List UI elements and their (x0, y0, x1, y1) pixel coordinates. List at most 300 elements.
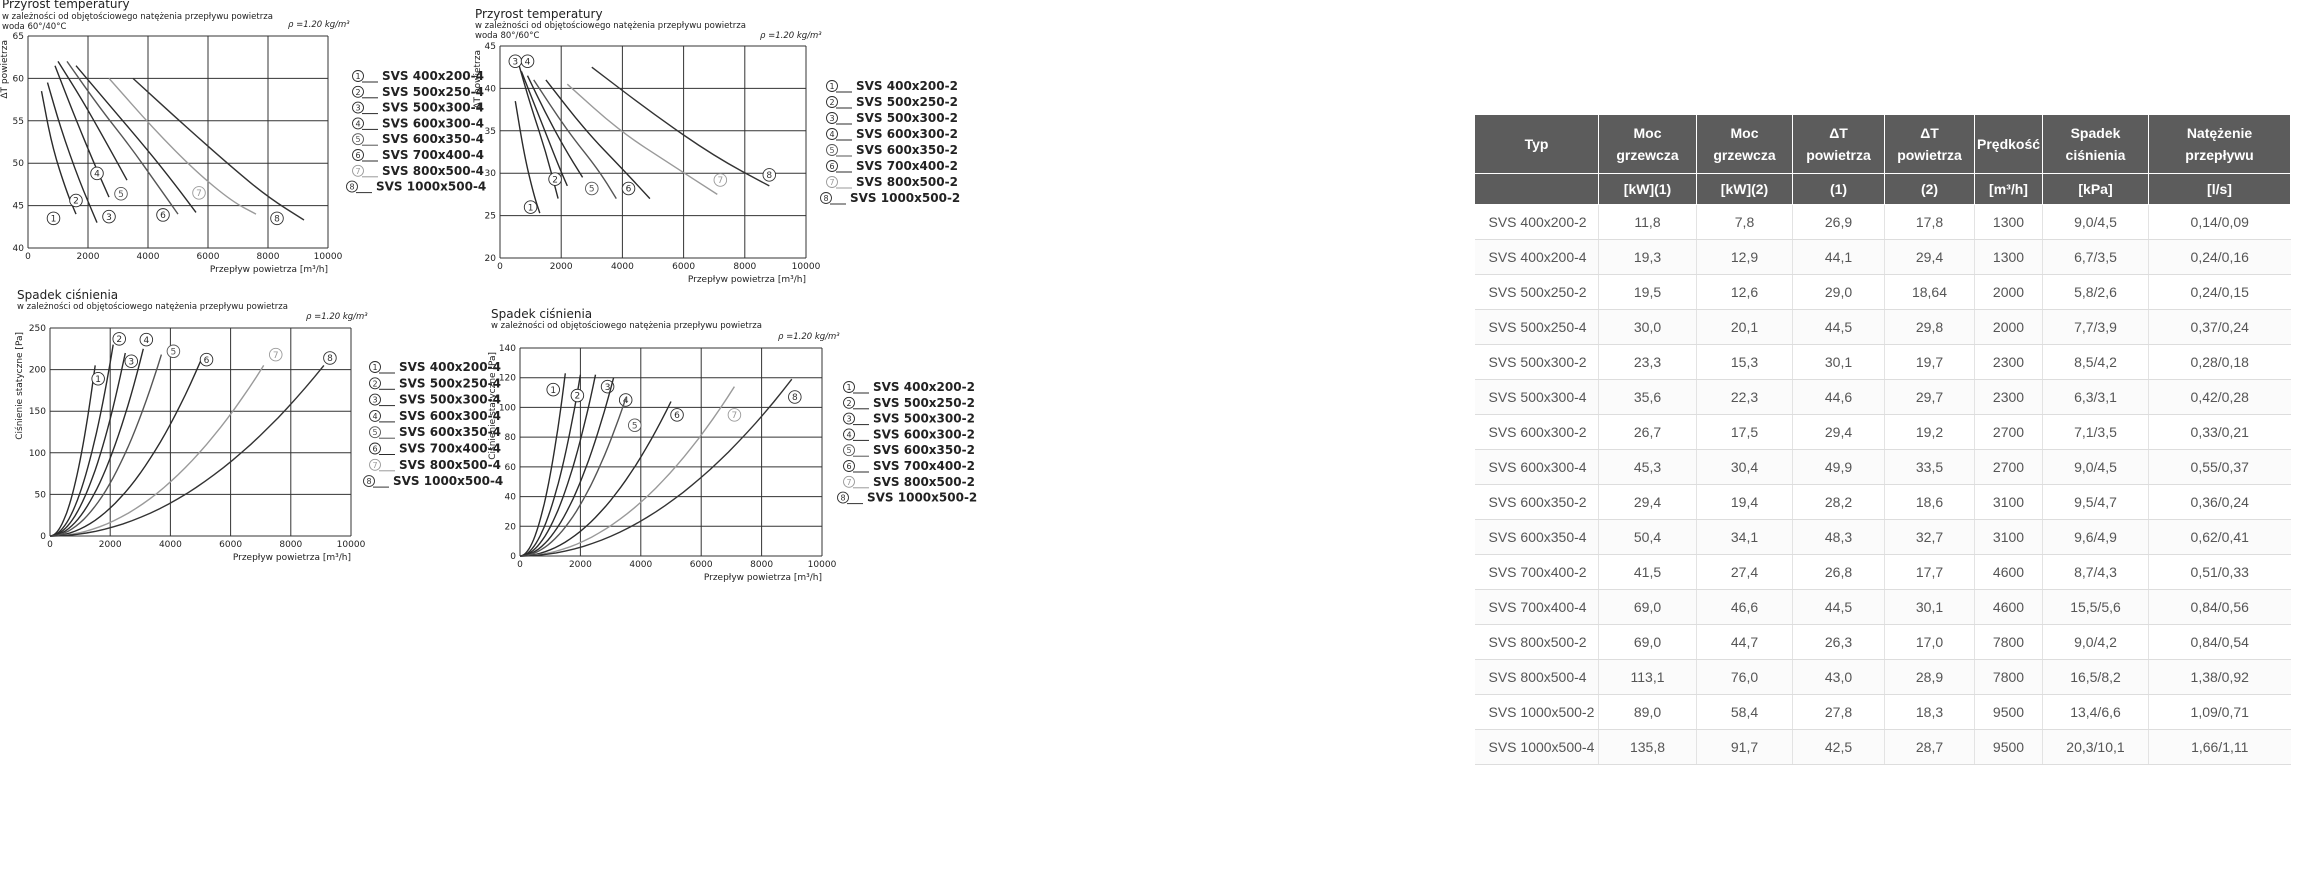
chart-title: Spadek ciśnienia (17, 288, 119, 302)
legend-marker-label: 3 (372, 395, 378, 405)
legend-marker-label: 5 (372, 428, 378, 438)
chart-subtitle: w zależności od objętościowego natężenia przepływu powietrza (17, 302, 288, 312)
series-marker-label: 1 (550, 385, 557, 396)
table-cell: 91,7 (1697, 730, 1793, 765)
table-cell: 0,37/0,24 (2149, 310, 2291, 345)
y-tick-label: 60 (12, 74, 24, 85)
legend-marker-label: 7 (355, 166, 361, 176)
table-cell: 0,84/0,56 (2149, 590, 2291, 625)
chart-subtitle: w zależności od objętościowego natężenia przepływu powietrza (475, 21, 746, 31)
y-tick-label: 100 (498, 403, 516, 414)
chart-p2 (473, 7, 960, 285)
table-cell: 2000 (1975, 275, 2043, 310)
table-row (1475, 590, 2291, 625)
table-cell: SVS 500x250-2 (1475, 275, 1599, 310)
table-cell: SVS 500x300-4 (1475, 380, 1599, 415)
table-cell: 4600 (1975, 590, 2043, 625)
legend-marker-label: 3 (846, 414, 852, 424)
series-line-8 (133, 78, 304, 220)
table-cell: 28,9 (1885, 660, 1975, 695)
chart-p1 (0, 0, 486, 275)
table-header-cell: Moc grzewcza (1697, 115, 1793, 174)
table-cell: 13,4/6,6 (2043, 695, 2149, 730)
x-tick-label: 8000 (733, 262, 757, 272)
x-axis-label: Przepływ powietrza [m³/h] (209, 265, 328, 275)
table-unit-cell: [kW](2) (1697, 174, 1793, 205)
legend-marker-label: 3 (355, 103, 361, 113)
legend-label: SVS 800x500-4 (382, 163, 484, 178)
x-tick-label: 6000 (689, 560, 713, 570)
series-marker-label: 6 (674, 411, 680, 422)
table-cell: 0,55/0,37 (2149, 450, 2291, 485)
table-cell: 9500 (1975, 695, 2043, 730)
table-cell: 44,7 (1697, 625, 1793, 660)
table-cell: 34,1 (1697, 520, 1793, 555)
table-header-row (1475, 115, 2291, 174)
series-marker-label: 5 (631, 421, 638, 432)
table-unit-cell: [kW](1) (1599, 174, 1697, 205)
series-marker-label: 2 (552, 175, 558, 186)
table-header-cell: Spadek ciśnienia (2043, 115, 2149, 174)
table-cell: 3100 (1975, 485, 2043, 520)
series-marker-label: 7 (731, 411, 738, 422)
legend-marker-label: 4 (829, 130, 835, 139)
y-tick-label: 20 (484, 254, 496, 264)
series-marker-label: 2 (73, 196, 79, 207)
table-cell: 22,3 (1697, 380, 1793, 415)
table-cell: 0,62/0,41 (2149, 520, 2291, 555)
x-tick-label: 10000 (313, 252, 343, 262)
legend-marker-label: 8 (840, 493, 846, 503)
legend-label: SVS 500x250-4 (382, 84, 484, 99)
legend-label: SVS 500x300-4 (382, 100, 484, 115)
table-cell: 19,3 (1599, 240, 1697, 275)
x-tick-label: 8000 (256, 252, 280, 262)
legend-marker-label: 8 (823, 194, 829, 203)
x-tick-label: 2000 (549, 262, 573, 272)
table-cell: 0,28/0,18 (2149, 345, 2291, 380)
table-cell: SVS 1000x500-4 (1475, 730, 1599, 765)
table-cell: 9,0/4,2 (2043, 625, 2149, 660)
table-cell: 26,3 (1793, 625, 1885, 660)
table-cell: 27,4 (1697, 555, 1793, 590)
x-tick-label: 0 (497, 262, 503, 272)
x-tick-label: 0 (25, 252, 31, 262)
table-cell: 0,24/0,15 (2149, 275, 2291, 310)
table-cell: 2000 (1975, 310, 2043, 345)
table-header (1475, 115, 2291, 205)
chart-subtitle: w zależności od objętościowego natężenia przepływu powietrza (2, 12, 273, 22)
y-axis-label: ΔT powietrza (0, 40, 10, 99)
y-tick-label: 30 (484, 169, 496, 180)
table-cell: 8,5/4,2 (2043, 345, 2149, 380)
series-marker-label: 6 (625, 184, 632, 195)
series-marker-label: 1 (95, 374, 102, 385)
table-cell: SVS 1000x500-2 (1475, 695, 1599, 730)
table-cell: 26,7 (1599, 415, 1697, 450)
y-tick-label: 40 (504, 492, 516, 503)
table-header-cell: Typ (1475, 115, 1599, 174)
legend-marker-label: 1 (372, 363, 378, 372)
table-header-units-row (1475, 174, 2291, 205)
x-tick-label: 10000 (336, 540, 366, 550)
legend-marker-label: 1 (846, 383, 852, 392)
table-cell: 1,38/0,92 (2149, 660, 2291, 695)
legend-label: SVS 600x350-4 (382, 132, 484, 147)
table-cell: 15,3 (1697, 345, 1793, 380)
y-axis-label: Ciśnienie statyczne [Pa] (488, 352, 498, 460)
series-marker-label: 1 (527, 203, 534, 214)
table-cell: 6,3/3,1 (2043, 380, 2149, 415)
legend-label: SVS 400x200-4 (382, 69, 484, 83)
x-axis-label: Przepływ powietrza [m³/h] (232, 553, 351, 563)
table-unit-cell (1475, 174, 1599, 205)
table-cell: 0,14/0,09 (2149, 205, 2291, 240)
table-cell: 19,2 (1885, 415, 1975, 450)
legend-marker-label: 3 (829, 114, 835, 123)
legend-marker-label: 4 (372, 411, 378, 421)
table-cell: 30,0 (1599, 310, 1697, 345)
legend-marker-label: 8 (349, 182, 355, 192)
legend-marker-label: 2 (846, 398, 852, 408)
y-tick-label: 45 (12, 201, 24, 212)
series-line-6 (520, 402, 671, 557)
table-cell: 29,4 (1599, 485, 1697, 520)
y-tick-label: 140 (498, 344, 516, 354)
table-cell: 44,6 (1793, 380, 1885, 415)
table-cell: 113,1 (1599, 660, 1697, 695)
series-line-6 (76, 66, 196, 213)
legend-label: SVS 1000x500-2 (850, 191, 961, 205)
table-unit-cell: [l/s] (2149, 174, 2291, 205)
table-cell: 7800 (1975, 660, 2043, 695)
series-marker-label: 2 (116, 335, 123, 346)
table-cell: SVS 500x250-4 (1475, 310, 1599, 345)
table-cell: SVS 600x300-2 (1475, 415, 1599, 450)
series-marker-label: 6 (160, 211, 166, 222)
table-cell: 45,3 (1599, 450, 1697, 485)
table-cell: SVS 400x200-2 (1475, 205, 1599, 240)
series-line-3 (50, 353, 125, 536)
y-tick-label: 50 (12, 159, 24, 170)
y-tick-label: 40 (12, 244, 24, 254)
legend-label: SVS 500x250-2 (856, 95, 958, 109)
table-cell: 9500 (1975, 730, 2043, 765)
table-cell: 30,4 (1697, 450, 1793, 485)
series-line-8 (592, 67, 773, 186)
table-row (1475, 240, 2291, 275)
table-cell: 7,8 (1697, 205, 1793, 240)
table-cell: 2700 (1975, 450, 2043, 485)
table-cell: 9,0/4,5 (2043, 450, 2149, 485)
x-tick-label: 2000 (568, 560, 592, 570)
series-marker-label: 8 (791, 393, 798, 404)
table-cell: 2300 (1975, 345, 2043, 380)
legend-label: SVS 400x200-2 (856, 79, 958, 93)
chart-title: Przyrost temperatury (475, 7, 603, 21)
y-tick-label: 25 (484, 211, 496, 222)
table-cell: 19,4 (1697, 485, 1793, 520)
legend-marker-label: 8 (366, 477, 372, 487)
x-tick-label: 4000 (136, 252, 160, 262)
table-cell: 1,66/1,11 (2149, 730, 2291, 765)
table-cell: 3100 (1975, 520, 2043, 555)
y-tick-label: 120 (498, 373, 516, 384)
legend-marker-label: 2 (829, 98, 835, 107)
x-tick-label: 2000 (76, 252, 100, 262)
legend-label: SVS 600x300-2 (873, 427, 975, 442)
series-marker-label: 3 (128, 357, 135, 368)
series-line-7 (520, 387, 734, 556)
legend-label: SVS 400x200-4 (399, 360, 501, 374)
table-cell: 28,2 (1793, 485, 1885, 520)
table-cell: 0,24/0,16 (2149, 240, 2291, 275)
y-tick-label: 250 (28, 324, 46, 334)
table-cell: 44,1 (1793, 240, 1885, 275)
table-cell: SVS 700x400-2 (1475, 555, 1599, 590)
table-cell: 5,8/2,6 (2043, 275, 2149, 310)
x-tick-label: 4000 (158, 540, 182, 550)
table-cell: 44,5 (1793, 590, 1885, 625)
table-cell: 43,0 (1793, 660, 1885, 695)
y-tick-label: 20 (504, 522, 516, 533)
chart-p4 (487, 307, 977, 583)
x-tick-label: 0 (517, 560, 523, 570)
x-tick-label: 8000 (750, 560, 774, 570)
x-tick-label: 8000 (279, 540, 303, 550)
legend-label: SVS 600x350-4 (399, 425, 501, 440)
table-cell: 29,8 (1885, 310, 1975, 345)
legend-marker-label: 7 (829, 178, 835, 187)
table-row (1475, 730, 2291, 765)
x-tick-label: 6000 (196, 252, 220, 262)
table-cell: SVS 400x200-4 (1475, 240, 1599, 275)
table-row (1475, 695, 2291, 730)
density-label: ρ =1.20 kg/m³ (778, 332, 840, 342)
x-tick-label: 0 (47, 540, 53, 550)
table-cell: 30,1 (1793, 345, 1885, 380)
table-cell: 49,9 (1793, 450, 1885, 485)
table-cell: 33,5 (1885, 450, 1975, 485)
y-tick-label: 40 (484, 84, 496, 95)
legend-label: SVS 600x300-4 (399, 408, 501, 423)
table-cell: 0,42/0,28 (2149, 380, 2291, 415)
density-label: ρ =1.20 kg/m³ (306, 312, 368, 322)
table-cell: SVS 800x500-4 (1475, 660, 1599, 695)
table-cell: 6,7/3,5 (2043, 240, 2149, 275)
table-cell: 8,7/4,3 (2043, 555, 2149, 590)
chart-condition: woda 80°/60°C (475, 31, 540, 41)
chart-title: Przyrost temperatury (2, 0, 130, 11)
legend-marker-label: 5 (829, 146, 835, 155)
y-tick-label: 0 (40, 532, 46, 542)
table-cell: 12,6 (1697, 275, 1793, 310)
table-unit-cell: (1) (1793, 174, 1885, 205)
table-cell: 1300 (1975, 240, 2043, 275)
table-cell: 0,36/0,24 (2149, 485, 2291, 520)
y-tick-label: 55 (12, 116, 24, 127)
legend-label: SVS 700x400-4 (399, 441, 501, 456)
table-cell: 18,3 (1885, 695, 1975, 730)
table-cell: 23,3 (1599, 345, 1697, 380)
table-body (1475, 205, 2291, 765)
table-cell: 135,8 (1599, 730, 1697, 765)
table-cell: 9,0/4,5 (2043, 205, 2149, 240)
table-cell: 41,5 (1599, 555, 1697, 590)
series-marker-label: 2 (574, 391, 581, 402)
table-header-cell: Moc grzewcza (1599, 115, 1697, 174)
density-label: ρ =1.20 kg/m³ (760, 31, 822, 41)
legend-label: SVS 500x300-4 (399, 392, 501, 407)
series-marker-label: 7 (717, 176, 724, 187)
x-axis-label: Przepływ powietrza [m³/h] (703, 573, 822, 583)
y-tick-label: 200 (28, 365, 46, 376)
legend-label: SVS 1000x500-4 (376, 179, 487, 194)
table-cell: SVS 500x300-2 (1475, 345, 1599, 380)
density-label: ρ =1.20 kg/m³ (288, 20, 350, 30)
legend-label: SVS 800x500-4 (399, 457, 501, 472)
table-cell: SVS 600x300-4 (1475, 450, 1599, 485)
table-cell: 46,6 (1697, 590, 1793, 625)
series-marker-label: 4 (622, 396, 629, 407)
series-marker-label: 7 (196, 189, 202, 200)
table-cell: 69,0 (1599, 590, 1697, 625)
table-cell: 42,5 (1793, 730, 1885, 765)
legend-label: SVS 500x300-2 (856, 111, 958, 125)
table-cell: 32,7 (1885, 520, 1975, 555)
y-tick-label: 150 (28, 407, 46, 418)
x-tick-label: 6000 (672, 262, 696, 272)
legend-marker-label: 1 (355, 72, 361, 81)
y-tick-label: 0 (510, 552, 516, 562)
table-cell: 76,0 (1697, 660, 1793, 695)
chart-p3 (14, 288, 503, 563)
table-header-cell: ΔT powietrza (1885, 115, 1975, 174)
y-tick-label: 60 (504, 462, 516, 473)
series-line-7 (567, 84, 717, 194)
series-line-6 (50, 361, 201, 536)
legend-label: SVS 700x400-2 (873, 459, 975, 473)
table-cell: 15,5/5,6 (2043, 590, 2149, 625)
table-cell: 18,64 (1885, 275, 1975, 310)
table-cell: 29,0 (1793, 275, 1885, 310)
y-tick-label: 45 (484, 42, 496, 52)
table-cell: SVS 600x350-4 (1475, 520, 1599, 555)
table-cell: 12,9 (1697, 240, 1793, 275)
series-marker-label: 4 (524, 57, 531, 68)
table-row (1475, 555, 2291, 590)
table-row (1475, 310, 2291, 345)
x-tick-label: 6000 (219, 540, 243, 550)
table-cell: 69,0 (1599, 625, 1697, 660)
legend-marker-label: 2 (355, 87, 361, 97)
legend-label: SVS 400x200-2 (873, 380, 975, 394)
x-tick-label: 4000 (610, 262, 634, 272)
legend-marker-label: 6 (829, 162, 835, 171)
series-marker-label: 5 (118, 189, 124, 200)
table-cell: 11,8 (1599, 205, 1697, 240)
table-cell: 1,09/0,71 (2149, 695, 2291, 730)
specification-table (1474, 114, 2291, 765)
table-cell: 0,51/0,33 (2149, 555, 2291, 590)
table-cell: 18,6 (1885, 485, 1975, 520)
table-cell: 0,84/0,54 (2149, 625, 2291, 660)
table-header-cell: Prędkość (1975, 115, 2043, 174)
table-cell: 17,5 (1697, 415, 1793, 450)
table-row (1475, 450, 2291, 485)
legend-marker-label: 5 (355, 135, 361, 145)
legend-marker-label: 1 (829, 82, 835, 91)
table-cell: 58,4 (1697, 695, 1793, 730)
table-cell: 19,7 (1885, 345, 1975, 380)
series-marker-label: 3 (604, 382, 611, 393)
table-cell: 29,4 (1885, 240, 1975, 275)
table-cell: SVS 600x350-2 (1475, 485, 1599, 520)
table-cell: 0,33/0,21 (2149, 415, 2291, 450)
series-marker-label: 8 (274, 214, 280, 225)
table-row (1475, 485, 2291, 520)
legend-marker-label: 5 (846, 446, 852, 456)
x-tick-label: 2000 (98, 540, 122, 550)
table-cell: 50,4 (1599, 520, 1697, 555)
table-cell: 26,9 (1793, 205, 1885, 240)
table-cell: 19,5 (1599, 275, 1697, 310)
series-marker-label: 3 (512, 57, 519, 68)
chart-condition: woda 60°/40°C (2, 22, 67, 32)
table-row (1475, 625, 2291, 660)
legend-marker-label: 6 (355, 151, 361, 160)
chart-title: Spadek ciśnienia (491, 307, 593, 321)
table-cell: 44,5 (1793, 310, 1885, 345)
legend-label: SVS 500x250-2 (873, 395, 975, 410)
series-marker-label: 8 (766, 171, 773, 182)
legend-label: SVS 700x400-4 (382, 148, 484, 162)
legend-marker-label: 6 (846, 462, 852, 471)
legend-label: SVS 800x500-2 (873, 474, 975, 489)
table-row (1475, 380, 2291, 415)
series-marker-label: 4 (94, 169, 100, 180)
table-cell: SVS 800x500-2 (1475, 625, 1599, 660)
y-tick-label: 50 (34, 490, 46, 501)
series-marker-label: 8 (327, 354, 333, 365)
table-cell: 17,7 (1885, 555, 1975, 590)
y-tick-label: 65 (12, 32, 24, 42)
table-cell: 7,7/3,9 (2043, 310, 2149, 345)
series-marker-label: 4 (143, 335, 150, 346)
series-marker-label: 7 (272, 350, 279, 361)
table-cell: 9,6/4,9 (2043, 520, 2149, 555)
legend-marker-label: 7 (846, 477, 852, 487)
table-header-cell: Natężenie przepływu (2149, 115, 2291, 174)
table-cell: 2300 (1975, 380, 2043, 415)
y-axis-label: Ciśnienie statyczne [Pa] (15, 332, 25, 440)
table-cell: 48,3 (1793, 520, 1885, 555)
table-cell: 27,8 (1793, 695, 1885, 730)
table-row (1475, 660, 2291, 695)
series-marker-label: 5 (170, 347, 177, 358)
series-line-1 (42, 91, 77, 214)
table-cell: 17,0 (1885, 625, 1975, 660)
legend-label: SVS 700x400-2 (856, 159, 958, 173)
table-cell: 29,7 (1885, 380, 1975, 415)
series-marker-label: 5 (588, 184, 595, 195)
specification-table-wrapper (1474, 114, 2290, 765)
legend-label: SVS 600x350-2 (873, 443, 975, 458)
table-row (1475, 345, 2291, 380)
series-marker-label: 6 (203, 355, 210, 366)
x-tick-label: 4000 (629, 560, 653, 570)
series-marker-label: 3 (106, 212, 112, 223)
